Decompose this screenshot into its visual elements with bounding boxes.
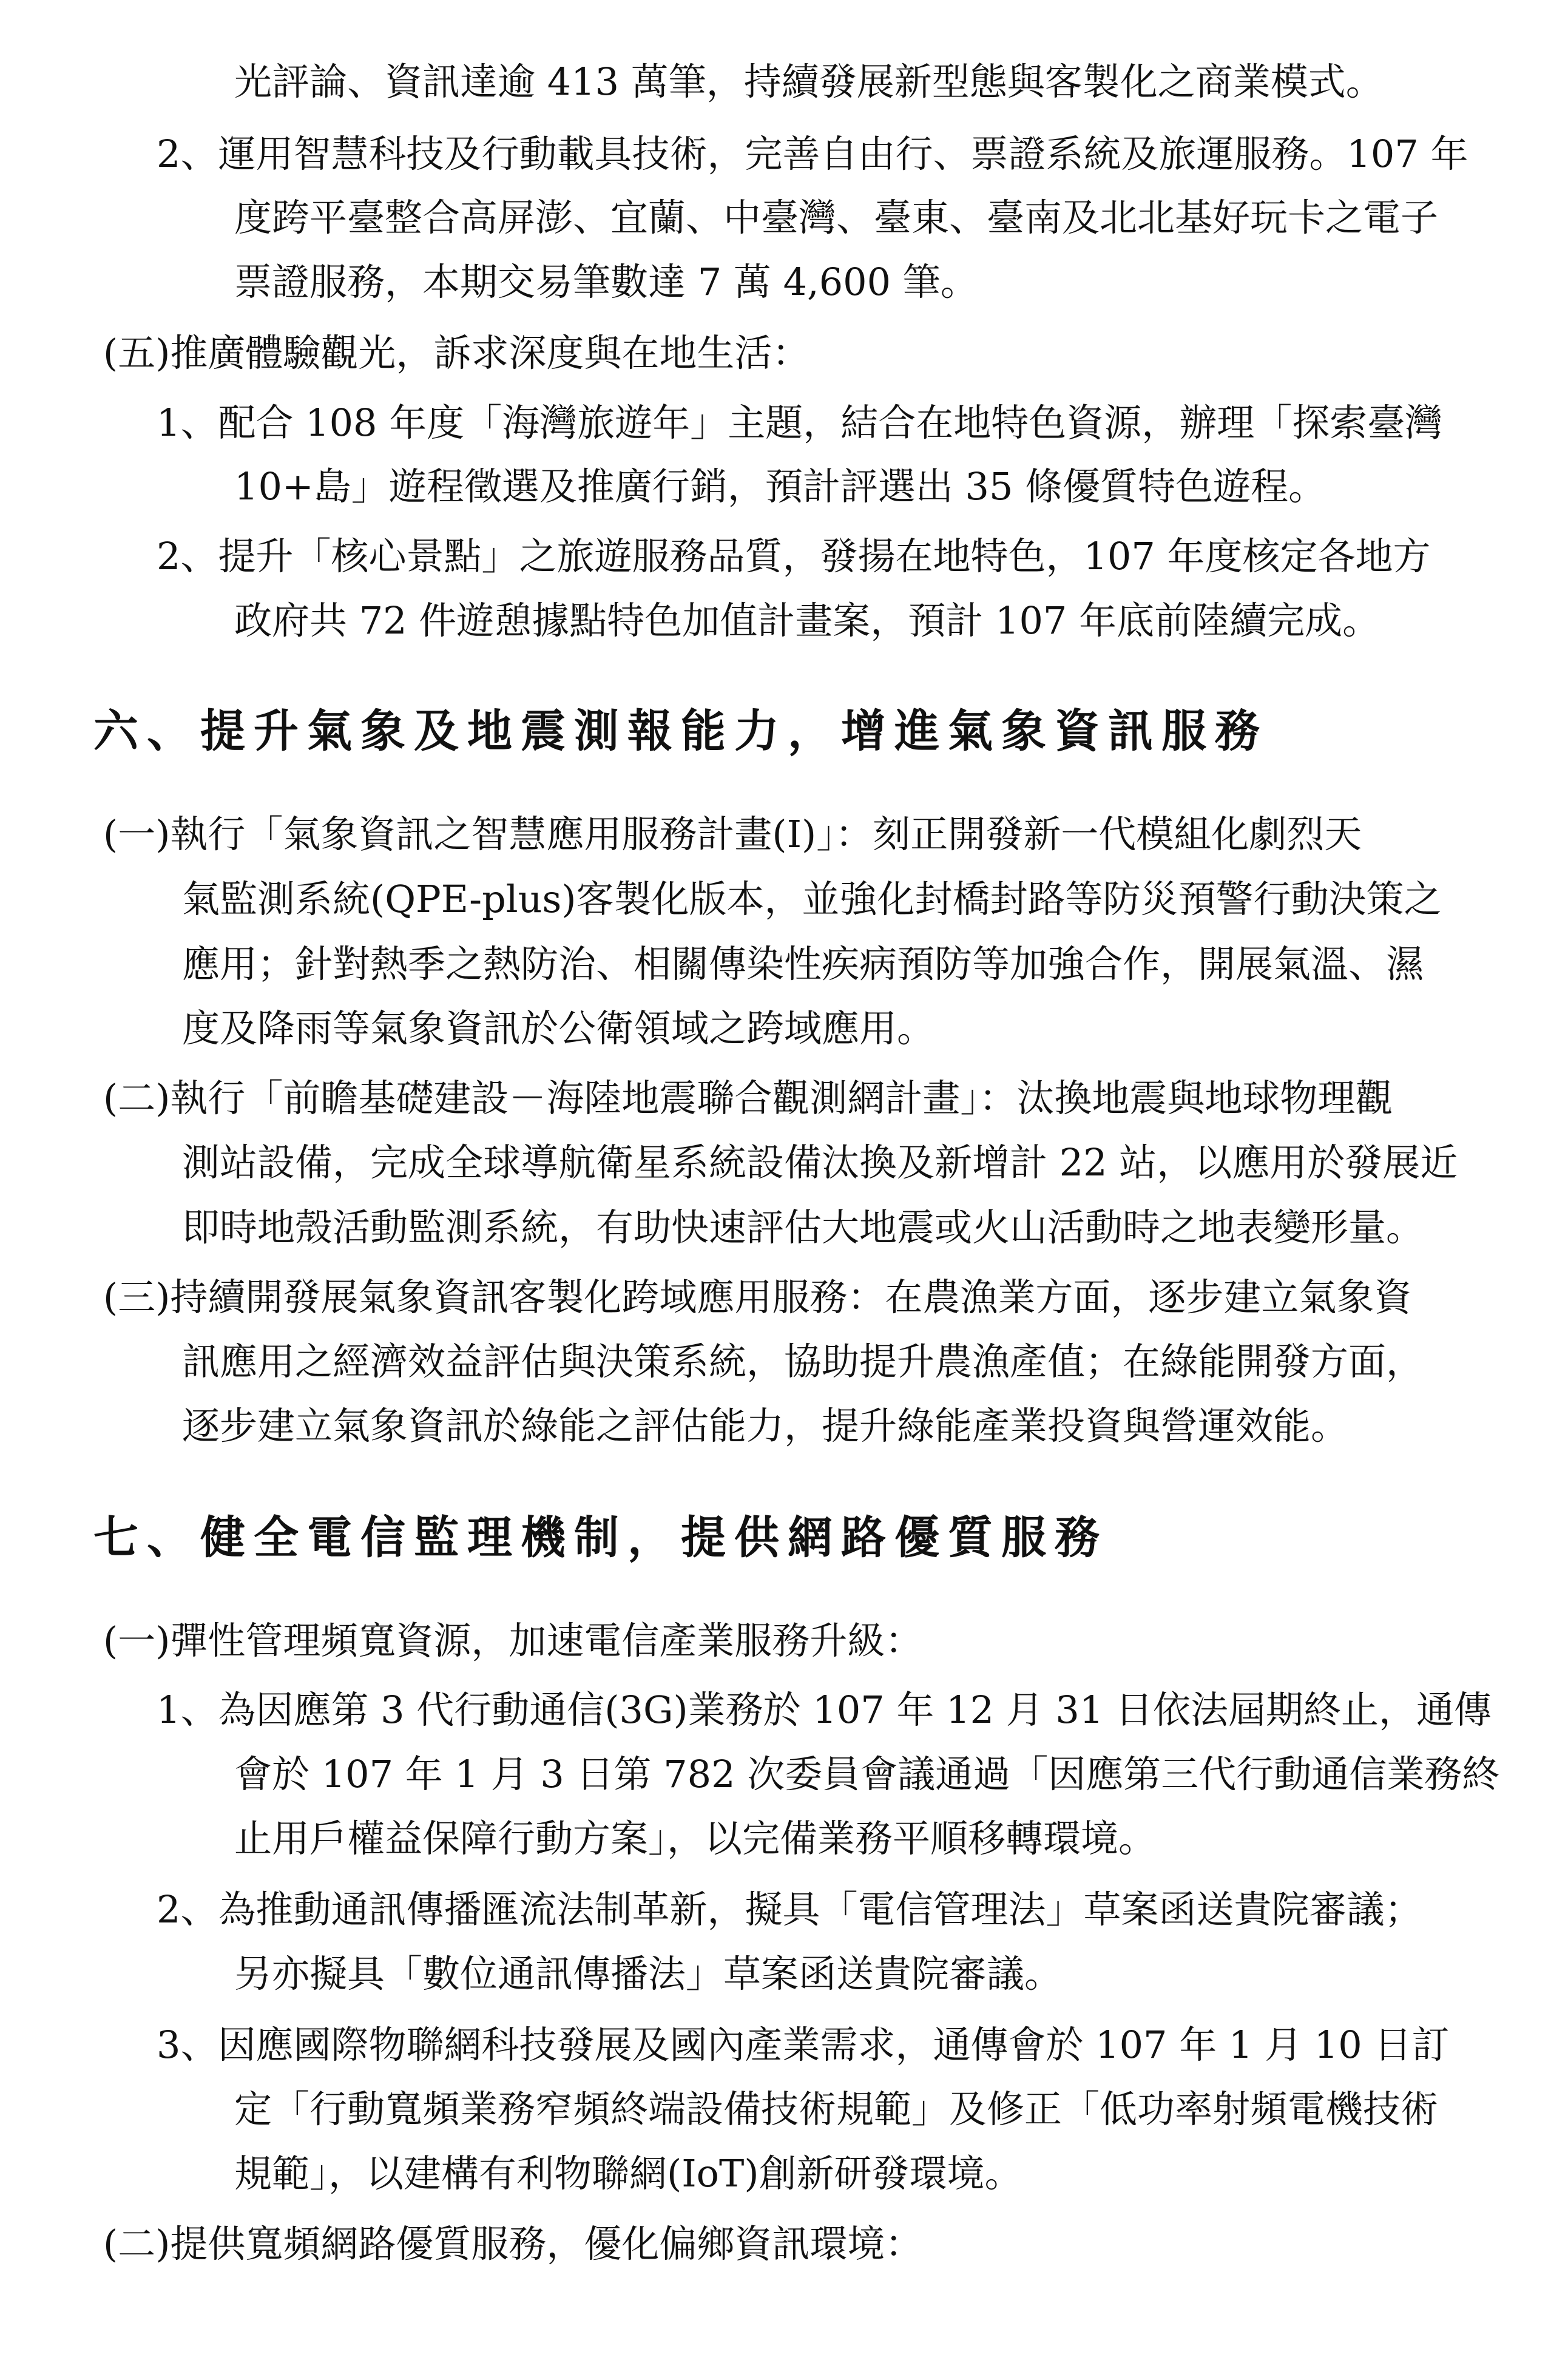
subsection-item: (三)持續開發展氣象資訊客製化跨域應用服務：在農漁業方面，逐步建立氣象資: [103, 1275, 1412, 1319]
section-heading: 六、提升氣象及地震測報能力，增進氣象資訊服務: [93, 705, 1268, 757]
text-line: 度跨平臺整合高屏澎、宜蘭、中臺灣、臺東、臺南及北北基好玩卡之電子: [234, 195, 1439, 240]
text-line: 氣監測系統(QPE-plus)客製化版本，並強化封橋封路等防災預警行動決策之: [182, 877, 1442, 921]
subsection-heading: (五)推廣體驗觀光，訴求深度與在地生活：: [103, 331, 810, 375]
text-line: 測站設備，完成全球導航衛星系統設備汰換及新增計 22 站，以應用於發展近: [182, 1140, 1458, 1185]
list-item: 2、為推動通訊傳播匯流法制革新，擬具「電信管理法」草案函送貴院審議；: [157, 1887, 1422, 1932]
subsection-heading: (一)彈性管理頻寬資源，加速電信產業服務升級：: [103, 1618, 923, 1663]
text-line: 規範」，以建構有利物聯網(IoT)創新研發環境。: [234, 2151, 1022, 2196]
text-line: 應用；針對熱季之熱防治、相關傳染性疾病預防等加強合作，開展氣溫、濕: [182, 942, 1424, 986]
list-item: 3、因應國際物聯網科技發展及國內產業需求，通傳會於 107 年 1 月 10 日訂: [157, 2023, 1450, 2067]
text-line: 度及降雨等氣象資訊於公衛領域之跨域應用。: [182, 1006, 935, 1050]
list-item: 1、配合 108 年度「海灣旅遊年」主題，結合在地特色資源，辦理「探索臺灣: [157, 401, 1443, 445]
text-line: 即時地殼活動監測系統，有助快速評估大地震或火山活動時之地表變形量。: [182, 1205, 1424, 1249]
text-line: 另亦擬具「數位通訊傳播法」草案函送貴院審議。: [234, 1952, 1063, 1996]
subsection-item: (二)執行「前瞻基礎建設－海陸地震聯合觀測網計畫」：汰換地震與地球物理觀: [103, 1076, 1393, 1120]
text-line: 會於 107 年 1 月 3 日第 782 次委員會議通過「因應第三代行動通信業務終: [234, 1752, 1500, 1796]
list-item: 2、提升「核心景點」之旅遊服務品質，發揚在地特色，107 年度核定各地方: [157, 534, 1431, 578]
text-line: 政府共 72 件遊憩據點特色加值計畫案，預計 107 年底前陸續完成。: [234, 598, 1380, 643]
text-line: 票證服務，本期交易筆數達 7 萬 4,600 筆。: [234, 260, 978, 304]
list-item: 1、為因應第 3 代行動通信(3G)業務於 107 年 12 月 31 日依法屆期終止，通傳: [157, 1688, 1492, 1732]
text-line: 逐步建立氣象資訊於綠能之評估能力，提升綠能產業投資與營運效能。: [182, 1404, 1349, 1448]
text-line: 訊應用之經濟效益評估與決策系統，協助提升農漁產值；在綠能開發方面，: [182, 1339, 1424, 1384]
text-line: 10+島」遊程徵選及推廣行銷，預計評選出 35 條優質特色遊程。: [234, 464, 1326, 509]
section-heading: 七、健全電信監理機制，提供網路優質服務: [93, 1512, 1108, 1564]
subsection-item: (一)執行「氣象資訊之智慧應用服務計畫(Ⅰ)」：刻正開發新一代模組化劇烈天: [103, 812, 1362, 856]
subsection-heading: (二)提供寬頻網路優質服務，優化偏鄉資訊環境：: [103, 2222, 923, 2266]
text-line: 光評論、資訊達逾 413 萬筆，持續發展新型態與客製化之商業模式。: [234, 59, 1384, 104]
text-line: 止用戶權益保障行動方案」，以完備業務平順移轉環境。: [234, 1816, 1157, 1861]
list-item: 2、運用智慧科技及行動載具技術，完善自由行、票證系統及旅運服務。107 年: [157, 132, 1468, 176]
text-line: 定「行動寬頻業務窄頻終端設備技術規範」及修正「低功率射頻電機技術: [234, 2087, 1439, 2131]
